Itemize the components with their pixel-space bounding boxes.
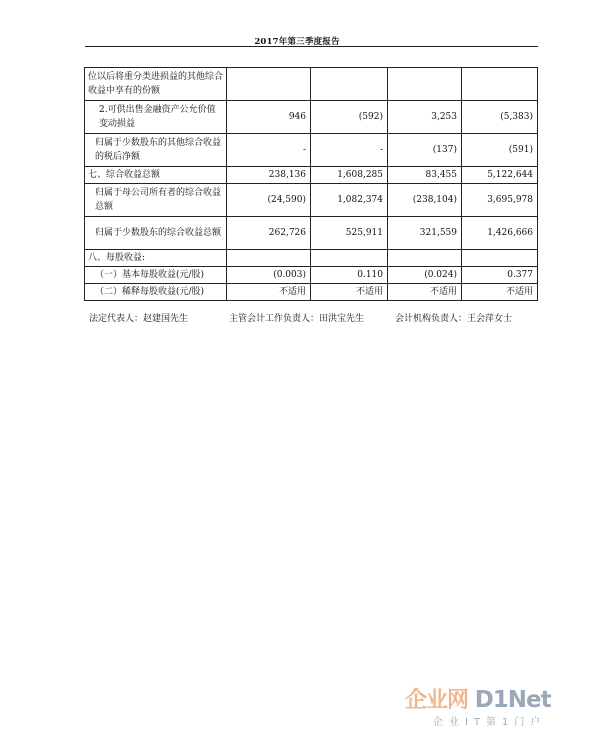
table-row: [85, 267, 538, 284]
cell-value: 262,726: [227, 217, 311, 250]
cell-value: (592): [311, 101, 388, 134]
cell-value: 不适用: [388, 284, 462, 301]
watermark-brand-cn: 企业网: [405, 688, 469, 713]
cell-value: 0.377: [462, 267, 538, 284]
cell-value: [462, 68, 538, 101]
cell-value: (137): [388, 134, 462, 167]
watermark-brand: [405, 683, 551, 714]
cell-value: 525,911: [311, 217, 388, 250]
table-row: [85, 284, 538, 301]
cell-value: (591): [462, 134, 538, 167]
cell-value: [227, 250, 311, 267]
row-label: 归属于少数股东的其他综合收益的税后净额: [85, 134, 227, 167]
signature-footer: [89, 311, 512, 324]
row-label: 位以后将重分类进损益的其他综合收益中享有的份额: [85, 68, 227, 101]
cell-value: [227, 68, 311, 101]
cell-value: 946: [227, 101, 311, 134]
cell-value: 238,136: [227, 167, 311, 184]
accounting-org-head: 会计机构负责人：王会萍女士: [395, 314, 513, 324]
row-label: （一）基本每股收益(元/股): [85, 267, 227, 284]
row-label: （二）稀释每股收益(元/股): [85, 284, 227, 301]
cell-value: -: [227, 134, 311, 167]
cell-value: [388, 250, 462, 267]
d1net-watermark-logo: [405, 683, 594, 729]
cell-value: 5,122,644: [462, 167, 538, 184]
row-label: 2.可供出售金融资产公允价值变动损益: [85, 101, 227, 134]
watermark-brand-en: D1Net: [474, 687, 551, 713]
cell-value: 不适用: [227, 284, 311, 301]
cell-value: (0.024): [388, 267, 462, 284]
table-row: [85, 68, 538, 101]
cell-value: [388, 68, 462, 101]
legal-representative: 法定代表人：赵建国先生: [89, 314, 189, 324]
cell-value: (5,383): [462, 101, 538, 134]
cell-value: 321,559: [388, 217, 462, 250]
table-row: [85, 134, 538, 167]
row-label: 七、综合收益总额: [85, 167, 227, 184]
watermark-tagline: 企业IT第1门户: [433, 717, 547, 728]
cell-value: 83,455: [388, 167, 462, 184]
row-label: 归属于母公司所有者的综合收益总额: [85, 184, 227, 217]
cell-value: -: [311, 134, 388, 167]
cell-value: 3,695,978: [462, 184, 538, 217]
cell-value: (238,104): [388, 184, 462, 217]
cell-value: 0.110: [311, 267, 388, 284]
cell-value: 不适用: [462, 284, 538, 301]
cell-value: [311, 250, 388, 267]
report-header-title: 2017年第三季度报告: [254, 37, 340, 47]
accounting-head: 主管会计工作负责人：田洪宝先生: [229, 314, 365, 324]
row-label: 归属于少数股东的综合收益总额: [85, 217, 227, 250]
cell-value: 不适用: [311, 284, 388, 301]
cell-value: 1,426,666: [462, 217, 538, 250]
cell-value: [311, 68, 388, 101]
table-row: [85, 184, 538, 217]
row-label: 八、每股收益:: [85, 250, 227, 267]
table-row: [85, 101, 538, 134]
cell-value: (0.003): [227, 267, 311, 284]
cell-value: [462, 250, 538, 267]
cell-value: 3,253: [388, 101, 462, 134]
header-rule: [85, 46, 538, 47]
cell-value: 1,608,285: [311, 167, 388, 184]
cell-value: (24,590): [227, 184, 311, 217]
cell-value: 1,082,374: [311, 184, 388, 217]
table-row: [85, 250, 538, 267]
table-row: [85, 217, 538, 250]
financial-table: [84, 67, 538, 301]
table-row: [85, 167, 538, 184]
